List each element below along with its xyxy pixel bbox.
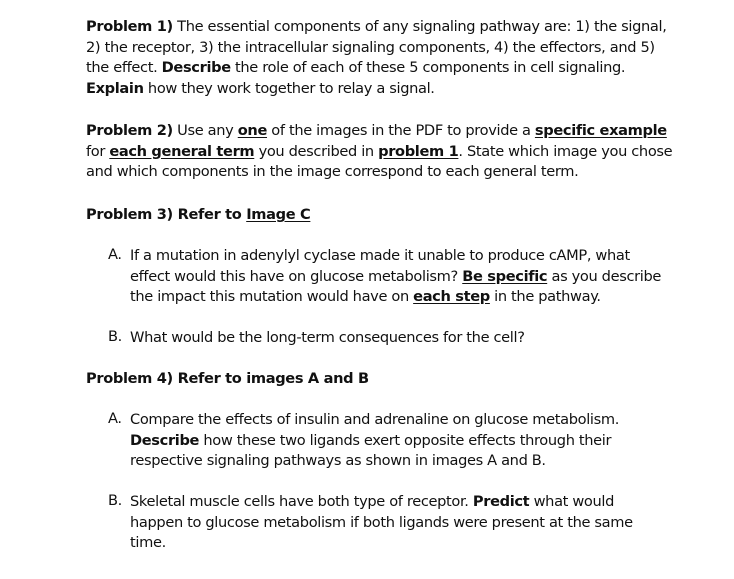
problem-1-heading: Problem 1) <box>86 18 173 35</box>
image-c-reference: Image C <box>246 206 311 223</box>
list-marker: A. <box>108 410 122 427</box>
problem-4-heading: Problem 4) Refer to images A and B <box>86 370 369 387</box>
list-marker: A. <box>108 246 122 263</box>
list-marker: B. <box>108 492 122 509</box>
describe-keyword: Describe <box>161 59 231 76</box>
be-specific-emphasis: Be specific <box>462 267 548 285</box>
problem-3-heading: Problem 3) Refer to Image C <box>86 206 311 223</box>
specific-example-emphasis: specific example <box>534 122 667 139</box>
each-step-emphasis: each step <box>413 288 490 305</box>
each-general-term-emphasis: each general term <box>109 142 255 160</box>
problem-1-line-4: Explain how they work together to relay a signal. <box>86 79 435 97</box>
problem-2-heading: Problem 2) <box>86 122 173 139</box>
predict-keyword: Predict <box>472 493 530 510</box>
problem-1 <box>86 17 667 99</box>
problem-3 <box>86 205 310 226</box>
explain-keyword: Explain <box>86 79 144 97</box>
describe-keyword: Describe <box>130 431 200 449</box>
problem-2-line-2: for each general term you described in problem 1. State which image you chose <box>86 142 673 160</box>
problem-1-reference: problem 1 <box>378 142 459 160</box>
problem-1-line-3: the effect. Describe the role of each of these 5 components in cell signaling. <box>86 59 626 76</box>
problem-1-line-1: Problem 1) The essential components of any signaling pathway are: 1) the signal, <box>86 18 667 35</box>
problem-2-line-3: and which components in the image correspond to each general term. <box>86 163 579 180</box>
one-emphasis: one <box>237 122 268 139</box>
problem-2-line-1: Problem 2) Use any one of the images in the PDF to provide a specific example <box>86 122 667 139</box>
problem-2 <box>86 121 672 183</box>
problem-4 <box>86 369 369 390</box>
problem-1-line-2: 2) the receptor, 3) the intracellular signaling components, 4) the effectors, and 5) <box>86 38 655 56</box>
list-marker: B. <box>108 328 122 345</box>
